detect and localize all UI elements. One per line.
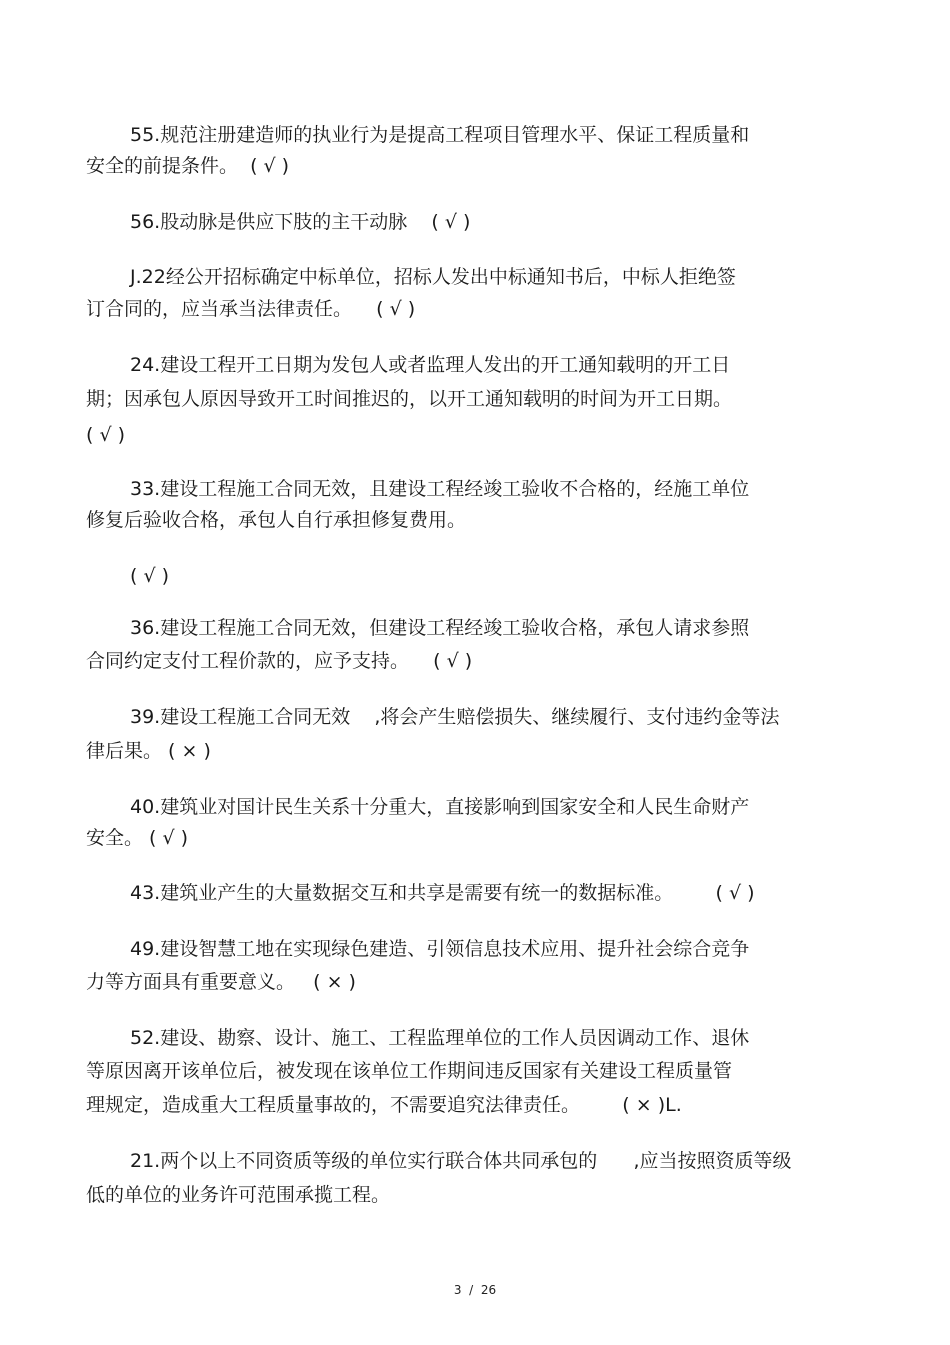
item-22-line-1: J.22经公开招标确定中标单位，招标人发出中标通知书后，中标人拒绝签	[130, 266, 736, 288]
page-indicator: 3 / 26	[453, 1283, 497, 1297]
item-33-line-2: 修复后验收合格，承包人自行承担修复费用。	[86, 509, 467, 531]
item-40-line-2: 安全。 ( √ )	[86, 827, 189, 849]
item-39-line-1: 39.建设工程施工合同无效 ,将会产生赔偿损失、继续履行、支付违约金等法	[130, 706, 780, 728]
item-40-line-1: 40.建筑业对国计民生关系十分重大，直接影响到国家安全和人民生命财产	[130, 796, 750, 818]
item-24-line-2: 期；因承包人原因导致开工时间推迟的，以开工通知载明的时间为开工日期。	[86, 388, 733, 410]
item-24-line-3: ( √ )	[86, 424, 126, 446]
item-21-line-1: 21.两个以上不同资质等级的单位实行联合体共同承包的 ,应当按照资质等级	[130, 1150, 792, 1172]
item-55-line-1: 55.规范注册建造师的执业行为是提高工程项目管理水平、保证工程质量和	[130, 124, 750, 146]
item-33-answer: ( √ )	[130, 565, 170, 587]
item-21-line-2: 低的单位的业务许可范围承揽工程。	[86, 1184, 391, 1206]
item-52-line-2: 等原因离开该单位后，被发现在该单位工作期间违反国家有关建设工程质量管	[86, 1060, 733, 1082]
item-49-line-2: 力等方面具有重要意义。 ( × )	[86, 971, 356, 993]
item-52-line-3: 理规定，造成重大工程质量事故的，不需要追究法律责任。 ( × )L.	[86, 1094, 682, 1116]
item-24-line-1: 24.建设工程开工日期为发包人或者监理人发出的开工通知载明的开工日	[130, 354, 731, 376]
item-49-line-1: 49.建设智慧工地在实现绿色建造、引领信息技术应用、提升社会综合竞争	[130, 938, 750, 960]
item-56-line-1: 56.股动脉是供应下肢的主干动脉 ( √ )	[130, 211, 471, 233]
item-22-line-2: 订合同的，应当承当法律责任。 ( √ )	[86, 298, 416, 320]
item-36-line-1: 36.建设工程施工合同无效，但建设工程经竣工验收合格，承包人请求参照	[130, 617, 750, 639]
item-39-line-2: 律后果。 ( × )	[86, 740, 211, 762]
item-43-line-1: 43.建筑业产生的大量数据交互和共享是需要有统一的数据标准。 ( √ )	[130, 882, 755, 904]
item-55-line-2: 安全的前提条件。 ( √ )	[86, 155, 290, 177]
item-52-line-1: 52.建设、勘察、设计、施工、工程监理单位的工作人员因调动工作、退休	[130, 1027, 750, 1049]
item-33-line-1: 33.建设工程施工合同无效，且建设工程经竣工验收不合格的，经施工单位	[130, 478, 750, 500]
item-36-line-2: 合同约定支付工程价款的，应予支持。 ( √ )	[86, 650, 473, 672]
